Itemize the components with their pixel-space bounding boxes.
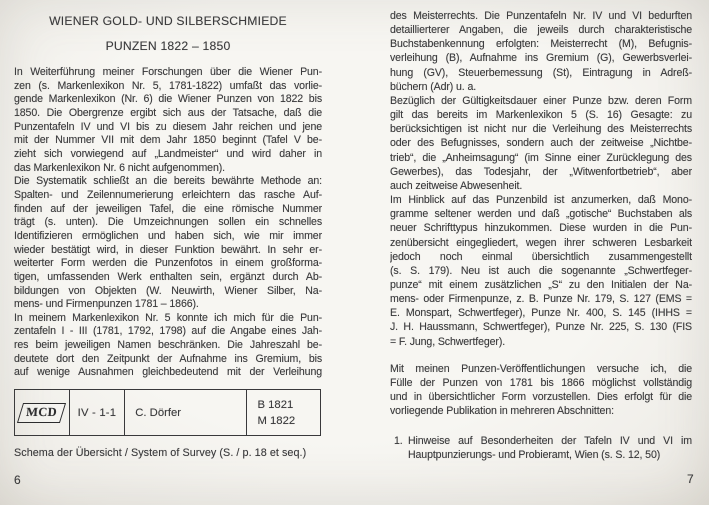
text-line: trägt (s. unten). Die Umzeichnungen sollen ein schnelles (14, 216, 322, 229)
text-line: gramme seltener werden und daß „gotische“ Buchstaben als (390, 208, 692, 221)
text-line: Im Hinblick auf das Punzenbild ist anzumerken, daß Mono- (390, 194, 692, 207)
text-line: Hauptpunzierungs- und Probieramt, Wien (s. S. 12, 50) (408, 449, 661, 462)
text-line: auch zeitweise Abwesenheit. (390, 179, 523, 192)
mark-line: M 1822 (257, 414, 296, 427)
table-caption: Schema der Übersicht / System of Survey (S. / p. 18 et seq.) (14, 447, 307, 459)
numbered-list-item (394, 434, 692, 462)
text-line: zentafeln I - III (1781, 1792, 1798) auf die Angabe eines Jah- (14, 325, 322, 338)
table-cell-name: C. Dörfer (124, 390, 246, 435)
text-line: zieht sich vorwiegend auf „Landmeister“ und wird daher in (14, 147, 322, 160)
text-line: gilt das bereits im Markenlexikon 5 (S. 16) Gesagte: zu (390, 109, 692, 122)
page-number-right: 7 (687, 472, 694, 486)
text-line: Bezüglich der Gültigkeitsdauer einer Punze bzw. deren Form (390, 94, 692, 107)
text-line: Punzentafeln IV und VI bis zu diesem Jahr reichen und jene (14, 120, 322, 133)
text-line: hung (GV), Steuerbemessung (St), Eintragung in Adreß- (390, 66, 692, 79)
text-line: neuer Schrifttypus hinzukommen. Diese wurden in die Pun- (390, 222, 692, 235)
survey-example-table (14, 389, 321, 436)
text-line: verleihung (B), Aufnahme ins Gremium (G), Gewerbsverlei- (390, 52, 692, 65)
text-line: Buchstabenkennung erfolgten: Meisterrecht (M), Befugnis- (390, 38, 692, 51)
text-line: In meinem Markenlexikon Nr. 5 konnte ich mich für die Pun- (14, 311, 322, 324)
page-number-left: 6 (14, 473, 21, 487)
mcd-punch-mark (17, 403, 66, 423)
list-item-text (408, 434, 692, 462)
text-line: das Markenlexikon Nr. 6 nicht aufgenommen). (14, 161, 225, 174)
text-line: bildungen von Objekten (W. Neuwirth, Wiener Silber, Na- (14, 284, 322, 297)
marks-lines (257, 397, 295, 429)
text-line: Mit meinen Punzen-Veröffentlichungen versuche ich, die (390, 363, 692, 375)
page-subtitle: PUNZEN 1822 – 1850 (105, 39, 231, 53)
text-line: Gewerbes), das Todesjahr, der „Witwenfortbetrieb“, aber (390, 165, 692, 178)
text-line: deutete dort den Zeitpunkt der Aufnahme ins Gremium, bis (14, 352, 322, 365)
text-line: büchern (Adr) u. a. (390, 80, 477, 93)
right-page-closing-paragraph (390, 362, 692, 419)
text-line: punze“ mit einem zusätzlichen „S“ zu den Initialen der Na- (390, 278, 692, 291)
right-page-body (390, 9, 692, 349)
text-line: J. H. Haussmann, Schwertfeger), Punze Nr. 225, S. 130 (FIS (390, 321, 692, 334)
text-line: oder des Befugnisses, sondern auch der zeitweise „Nichtbe- (390, 137, 692, 150)
text-line: zen (s. Markenlexikon Nr. 5, 1781-1822) umfaßt das vorlie- (14, 79, 322, 92)
table-cell-marks (246, 390, 320, 435)
list-item-number: 1. (394, 435, 403, 447)
text-line: detaillierterer Angaben, die jeweils durch charakteristische (390, 24, 692, 37)
text-line: tigen, umfassenden Werk enthalten sein, ergänzt durch Ab- (14, 270, 322, 283)
text-line: weiterter Form werden die Punzenfotos in einem großforma- (14, 257, 322, 270)
table-cell-punch-image (15, 390, 69, 435)
text-line: res beim jeweiligen Namen beschränken. Die Jahreszahl be- (14, 339, 322, 352)
text-line: mit der Nummer VII mit dem Jahr 1850 beginnt (Tafel V be- (14, 134, 322, 147)
left-page-title-block (14, 9, 322, 59)
text-line: Hinweise auf Besonderheiten der Tafeln IV und VI im (408, 435, 692, 447)
page-title: WIENER GOLD- UND SILBERSCHMIEDE (49, 14, 287, 28)
text-line: mens- oder Firmenpunze, z. B. Punze Nr. 179, S. 127 (EMS = (390, 293, 692, 306)
text-line: In Weiterführung meiner Forschungen über die Wiener Pun- (14, 66, 322, 78)
text-line: des Meisterrechts. Die Punzentafeln Nr. IV und VI bedurften (390, 10, 692, 22)
text-line: = F. Jung, Schwertfeger). (390, 335, 506, 348)
text-line: und in übersichtlicher Form vorzustellen. Dies erfolgt für die (390, 391, 692, 404)
text-line: finden auf der jeweiligen Tafel, die eine römische Nummer (14, 202, 322, 215)
text-line: Fülle der Punzen von 1781 bis 1866 möglichst vollständig (390, 377, 692, 390)
text-line: (s. S. 179). Neu ist auch die sogenannte „Schwertfeger- (390, 264, 692, 277)
left-page-body (14, 66, 322, 380)
text-line: E. Monspart, Schwertfeger), Punze Nr. 400, S. 145 (IHHS = (390, 307, 692, 320)
text-line: jedoch noch einmal übersichtlich zusammengestellt (390, 250, 692, 263)
punch-mark-letters: MCD (26, 404, 58, 419)
text-line: trieb“, die „Anheimsagung“ (im Sinne einer Zurücklegung des (390, 151, 692, 164)
text-line: auf wenige Ausnahmen gleichbedeutend mit der Verleihung (14, 366, 322, 379)
text-line: wieder bestätigt wird, in dieser Funktion bewährt. In sehr er- (14, 243, 322, 256)
text-line: zenübersicht eingegliedert, wegen ihrer schweren Lesbarkeit (390, 236, 692, 249)
text-line: berücksichtigen ist nicht nur die Verleihung des Meisterrechts (390, 123, 692, 136)
text-line: 1850. Die Obergrenze ergibt sich aus der Tatsache, daß die (14, 106, 322, 119)
text-line: vorliegende Publikation in mehreren Abschnitten: (390, 405, 614, 418)
text-line: gende Markenlexikon (Nr. 6) die Wiener Punzen von 1822 bis (14, 93, 322, 106)
table-cell-reference: IV - 1-1 (69, 390, 125, 435)
text-line: Spalten- und Zeilennumerierung erleichtern das rasche Auf- (14, 188, 322, 201)
text-line: Identifizieren ermöglichen und haben sich, wie mir immer (14, 229, 322, 242)
text-line: mens- und Firmenpunzen 1781 – 1866). (14, 298, 199, 311)
text-line: Die Systematik schließt an die bereits bewährte Methode an: (14, 175, 322, 188)
mark-line: B 1821 (257, 398, 294, 411)
